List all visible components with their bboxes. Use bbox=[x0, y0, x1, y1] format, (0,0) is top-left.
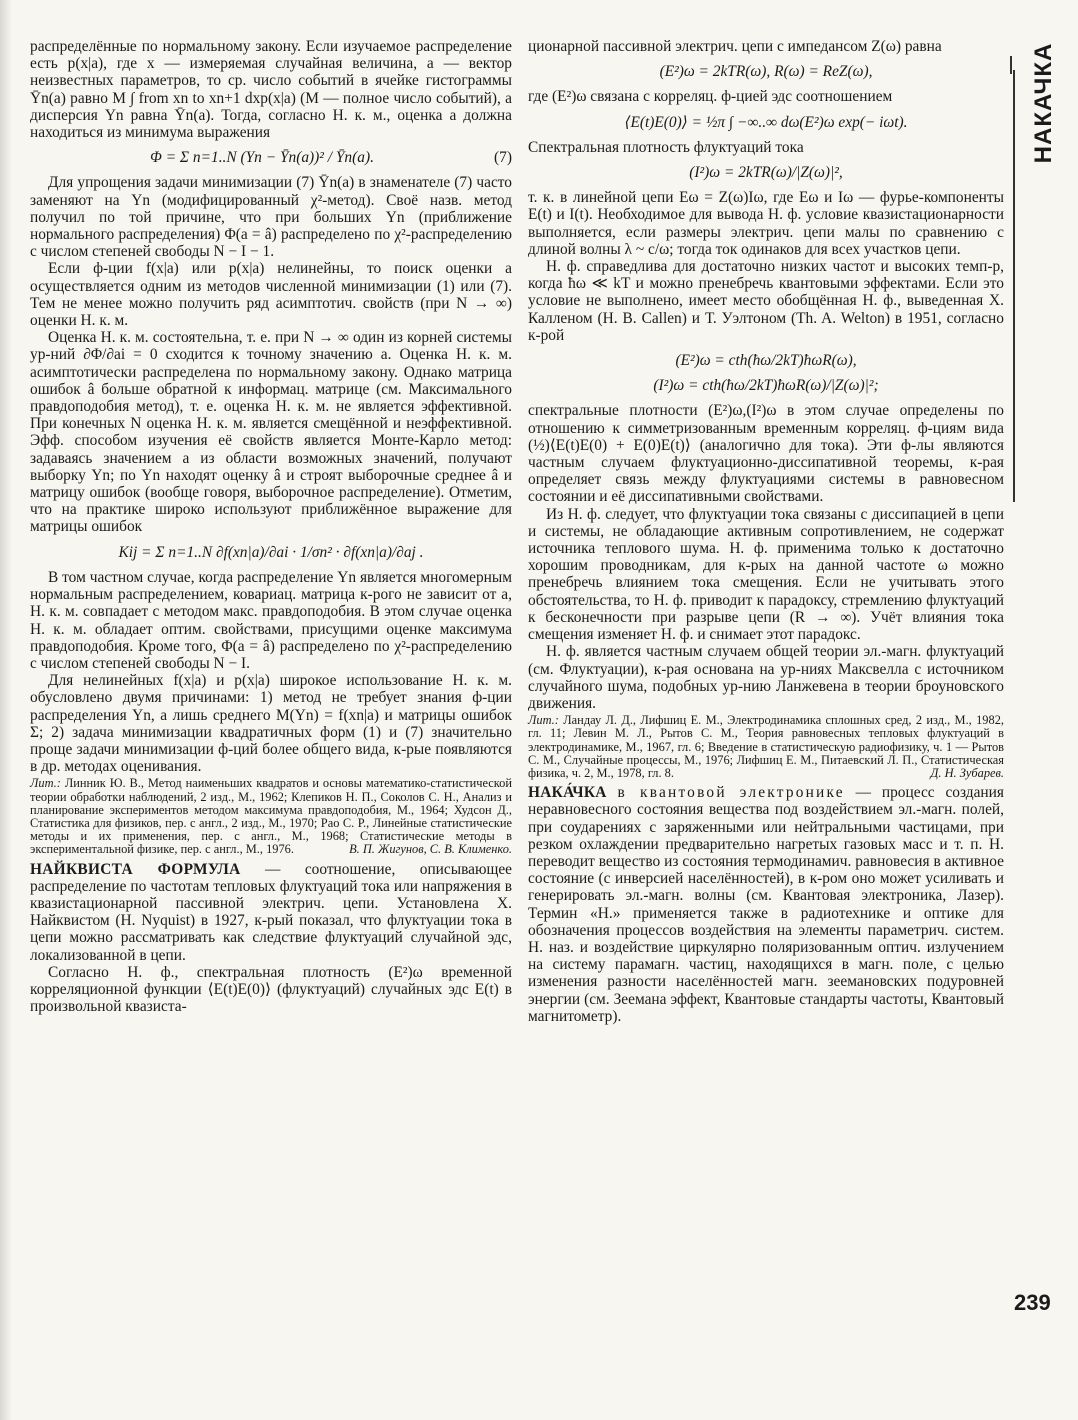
literature-text: Ландау Л. Д., Лифшиц Е. М., Электродинамика сплошных сред, 2 изд., М., 1982, гл. 11; Левин М. Л., Рытов С. М., Теория равновесных тепловых флуктуаций в электродинамике, М., 1967, гл. 6; Введение в статистическую радиофизику, ч. 1 — Рытов С. М., Случайные процессы, М., 1976; Лифшиц Е. М., Питаевский Л. П., Статистическая физика, ч. 2, М., 1978, гл. 8. bbox=[528, 713, 1004, 780]
paragraph: спектральные плотности (E²)ω,(I²)ω в этом случае определены по отношению к симметризованным временным корреляц. ф-циям вида (½)⟨E(t)E(0) + E(0)E(t)⟩ (аналогично для тока). Эти ф-лы являются частным случаем флуктуационно-диссипативной теоремы, к-рая определяет связь между флуктуациями системы в равновесном состоянии и её диссипативными свойствами. bbox=[528, 402, 1004, 506]
article-authors: Д. Н. Зубарев. bbox=[930, 765, 1004, 780]
entry-nakachka bbox=[528, 784, 1004, 1025]
equation-text: Φ = Σ n=1..N (Yn − Ȳn(a))² / Ȳn(a). bbox=[150, 149, 374, 167]
page-number: 239 bbox=[1014, 1290, 1051, 1315]
paragraph: где (E²)ω связана с корреляц. ф-цией эдс соотношением bbox=[528, 88, 893, 106]
paragraph: Н. ф. справедлива для достаточно низких частот и высоких темп-р, когда ħω ≪ kT и можно пренебречь квантовыми эффектами. Если это условие не выполнено, имеет место обобщённая Н. ф., выведенная Х. Калленом (H. B. Callen) и Т. Уэлтоном (Th. A. Welton) в 1951, согласно к-рой bbox=[528, 258, 1004, 344]
equation-number: (7) bbox=[494, 149, 512, 167]
literature-block bbox=[528, 714, 1004, 780]
literature-label: Лит.: bbox=[528, 713, 559, 728]
entry-text: — соотношение, описывающее распределение по частотам тепловых флуктуаций тока или напряжения в квазистационарной пассивной электрич. цепи. Установлена Х. Найквистом (H. Nyquist) в 1927, к-рый показал, что флуктуации тока в цепи можно рассматривать как следствие флуктуаций случайной эдс, локализованной в цепи. bbox=[30, 860, 512, 964]
paragraph: Н. ф. является частным случаем общей теории эл.-магн. флуктуаций (см. Флуктуации), к-рая основана на ур-ниях Максвелла с источником случайного шума, подобных ур-нию Ланжевена в теории броуновского движения. bbox=[528, 643, 1004, 712]
entry-nyquist bbox=[30, 861, 512, 964]
running-head-text: НАКАЧКА bbox=[1030, 42, 1057, 164]
equation: (E²)ω = cth(ħω/2kT)ħωR(ω), bbox=[675, 352, 857, 370]
entry-headword: НАЙКВИСТА ФОРМУЛА bbox=[30, 860, 241, 878]
equation: ⟨E(t)E(0)⟩ = ½π ∫ −∞..∞ dω(E²)ω exp(− iωt). bbox=[624, 113, 908, 131]
literature-text: Линник Ю. В., Метод наименьших квадратов и основы математико-статистической теории обработки наблюдений, 2 изд., М., 1962; Клепиков Н. П., Соколов С. Н., Анализ и планирование экспериментов методом максимума правдоподобия, М., 1964; Худсон Д., Статистика для физиков, пер. с англ., 2 изд., М., 1970; Рао С. Р., Линейные статистические методы и их применения, пер. с англ., М., 1968; Статистические методы в экспериментальной физике, пер. с англ., М., 1976. bbox=[30, 776, 512, 857]
paragraph: В том частном случае, когда распределение Yn является многомерным нормальным распределением, ковариац. матрица к-рого не зависит от a, Н. к. м. совпадает с методом макс. правдоподобия. В этом случае оценка Н. к. м. обладает оптим. свойствами, присущими оценке максимума правдоподобия. Кроме того, Φ(a = â) распределено по χ²-распределению с числом степеней свободы N − I. bbox=[30, 568, 512, 672]
scan-edge bbox=[0, 0, 12, 1420]
equation: (I²)ω = 2kTR(ω)/|Z(ω)|², bbox=[689, 164, 843, 182]
equation-7 bbox=[30, 149, 512, 166]
entry-headword: НАКА́ЧКА bbox=[528, 784, 607, 802]
paragraph: Спектральная плотность флуктуаций тока bbox=[528, 138, 804, 156]
margin-rule bbox=[1013, 70, 1015, 502]
paragraph: Оценка Н. к. м. состоятельна, т. е. при N → ∞ один из корней системы ур-ний ∂Φ/∂ai = 0 сходится к точному значению a. Оценка Н. к. м. асимптотически распределена по нормальному закону. Однако матрица ошибок â больше обратной к информац. матрице (см. Максимального правдоподобия метод), т. е. оценка Н. к. м. не является эффективной. При конечных N оценка Н. к. м. является смещённой и неэффективной. Эфф. способом изучения её свойств является Монте-Карло метод: задаваясь значением a из области возможных значений, получают выборку Yn; по Yn находят оценку â и строят выборочные среднее â и матрицу ошибок (вообще говоря, выборочное распределение). Отметим, что на практике широко используют приближённое выражение для матрицы ошибок bbox=[30, 329, 512, 536]
paragraph: ционарной пассивной электрич. цепи с импедансом Z(ω) равна bbox=[528, 38, 942, 55]
paragraph: распределённые по нормальному закону. Если изучаемое распределение есть p(x|a), где x — измеряемая случайная величина, a — вектор неизвестных параметров, то ср. число событий в ячейке гистограммы Ȳn(a) равно M ∫ from xn to xn+1 dxp(x|a) (M — полное число событий), а дисперсия Yn равна Ȳn(a). Тогда, согласно Н. к. м., оценка a должна находиться из минимума выражения bbox=[30, 38, 512, 142]
paragraph: т. к. в линейной цепи Eω = Z(ω)Iω, где Eω и Iω — фурье-компоненты E(t) и I(t). Необходимое для вывода Н. ф. условие квазистационарности выполняется, если размеры электрич. цепи малы по сравнению с длиной волны λ ~ c/ω; тогда ток одинаков для всех участков цепи. bbox=[528, 189, 1004, 258]
equation-error-matrix: Kij = Σ n=1..N ∂f(xn|a)/∂ai · 1/σn² · ∂f(xn|a)/∂aj . bbox=[118, 543, 424, 561]
entry-subject: в квантовой электронике bbox=[617, 784, 845, 802]
right-column bbox=[528, 38, 1004, 1025]
paragraph: Для упрощения задачи минимизации (7) Ȳn(a) в знаменателе (7) часто заменяют на Yn (модифицированный χ²-метод). Своё назв. метод получил по той причине, что при больших Yn (приближение нормального распределения) Φ(a = â) распределено по χ²-распределению с числом степеней свободы N − I − 1. bbox=[30, 174, 512, 261]
paragraph: Если ф-ции f(x|a) или p(x|a) нелинейны, то поиск оценки a осуществляется одним из методов численной минимизации (1) или (7). Тем не менее можно получить ряд асимптотич. свойств (при N → ∞) оценки Н. к. м. bbox=[30, 260, 512, 330]
literature-label: Лит.: bbox=[30, 776, 61, 791]
equation: (E²)ω = 2kTR(ω), R(ω) = ReZ(ω), bbox=[659, 63, 873, 81]
paragraph: Согласно Н. ф., спектральная плотность (E²)ω временной корреляционной функции ⟨E(t)E(0)⟩ (флуктуаций) случайных эдс E(t) в произвольной квазиста- bbox=[30, 963, 512, 1016]
running-head bbox=[1022, 38, 1066, 168]
equation: (I²)ω = cth(ħω/2kT)ħωR(ω)/|Z(ω)|²; bbox=[653, 377, 879, 395]
article-authors: В. П. Жигунов, С. В. Клименко. bbox=[349, 842, 512, 857]
left-column bbox=[30, 38, 512, 1015]
paragraph: Из Н. ф. следует, что флуктуации тока связаны с диссипацией в цепи и системы, не обладающие активным сопротивлением, не содержат источника теплового шума. Н. ф. применима только к достаточно хорошим проводникам, для к-рых на данной частоте ω можно пренебречь влиянием тока смещения. Если не учитывать этого обстоятельства, то Н. ф. приводит к парадоксу, стремлению флуктуаций к бесконечности при разрыве цепи (R → ∞). Учёт влияния тока смещения изменяет Н. ф. и снимает этот парадокс. bbox=[528, 505, 1004, 644]
literature-block bbox=[30, 777, 512, 856]
entry-text: — процесс создания неравновесного состояния вещества под воздействием эл.-магн. полей, при соударениях с заряженными или нейтральными частицами, при резком охлаждении предварительно нагретых газовых масс и т. п. Н. переводит вещество из состояния термодинамич. равновесия в активное состояние (с инверсией населённостей), в к-ром оно может усиливать и генерировать эл.-магн. волны (см. Квантовая электроника, Лазер). Термин «Н.» применяется также в радиотехнике и оптике для обозначения процессов воздействия на элементы параметрич. систем. Н. наз. и воздействие циркулярно поляризованным оптич. излучением на систему парамагн. частиц, находящихся в магн. поле, с целью изменения разности населённостей магн. зеемановских подуровней энергии (см. Зеемана эффект, Квантовые стандарты частоты, Квантовый магнитометр). bbox=[528, 784, 1004, 1025]
paragraph: Для нелинейных f(x|a) и p(x|a) широкое использование Н. к. м. обусловлено двумя причинами: 1) метод не требует знания ф-ции распределения Yn, а лишь среднего M(Yn) = f(xn|a) и матрицы ошибок Σ; 2) задача минимизации квадратичных форм (1) и (7) значительно проще задачи минимизации ф-ций более общего вида, к-рые появляются в др. методах оценивания. bbox=[30, 672, 512, 776]
